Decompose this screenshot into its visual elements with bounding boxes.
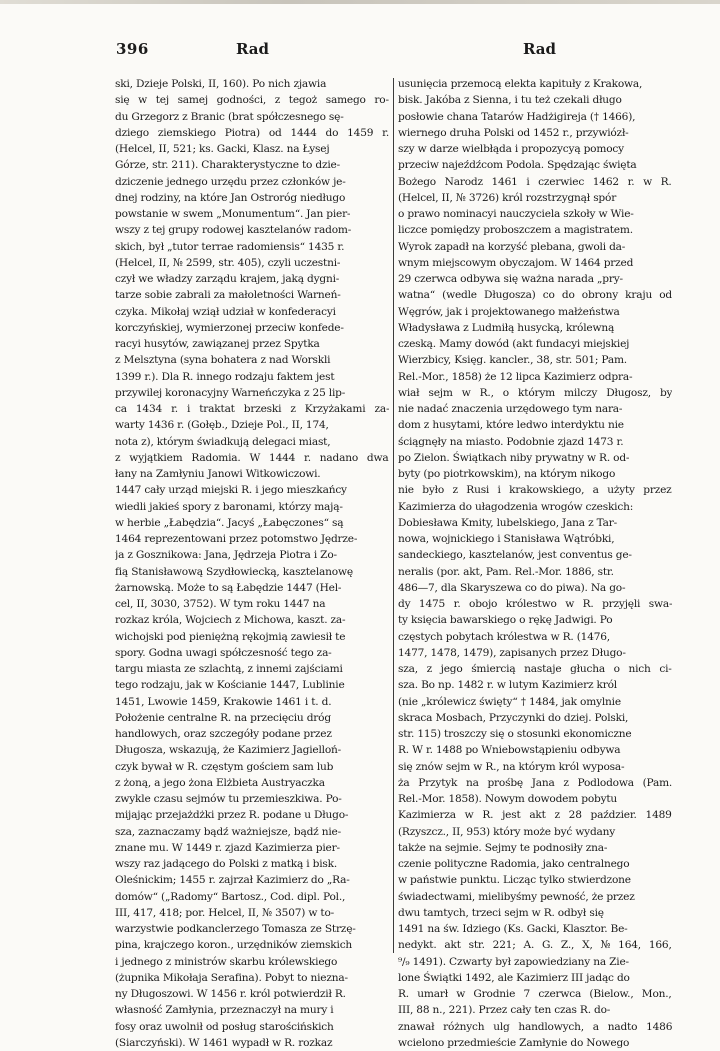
text-line: wiedli jakieś spory z baronami, którzy mają- xyxy=(115,500,343,513)
text-line: nie było z Rusi i krakowskiego, a użyty przez xyxy=(398,484,672,497)
text-line: także na sejmie. Sejmy te podnosiły zna- xyxy=(398,841,608,854)
text-line: domów“ („Radomy“ Bartosz., Cod. dipl. Pol., xyxy=(115,890,346,903)
text-line: się w tej samej godności, z tegoż samego ro- xyxy=(115,94,389,107)
text-line: tarze sobie zabrali za małoletności Warneń- xyxy=(115,289,341,302)
text-line: dziczenie jednego urzędu przez członków je- xyxy=(115,175,346,188)
text-line: sza, zaznaczamy bądź ważniejsze, bądź nie- xyxy=(115,825,341,838)
text-line: bisk. Jakóba z Sienna, i tu też czekali długo xyxy=(398,94,622,107)
running-head-left: Rad xyxy=(236,40,270,58)
text-line: pina, krajczego koron., urzędników ziemskich xyxy=(115,939,353,952)
text-line: III, 88 n., 221). Przez cały ten czas R. do- xyxy=(398,1004,611,1017)
text-line: 1399 r.). Dla R. innego rodzaju faktem jest xyxy=(115,370,335,383)
text-line: o prawo nominacyi nauczyciela szkoły w Wie- xyxy=(398,208,634,220)
text-line: Rel.-Mor., 1858) że 12 lipca Kazimierz odpra- xyxy=(398,370,633,383)
text-line: R. umarł w Grodnie 7 czerwca (Bielow., Mon., xyxy=(398,988,672,1000)
text-line: Bożego Narodz 1461 i czerwiec 1462 r. w R. xyxy=(398,175,672,188)
text-line: czyka. Mikołaj wziął udział w konfederacyi xyxy=(115,305,336,318)
text-line: 1491 na św. Idziego (Ks. Gacki, Klasztor. Be- xyxy=(398,923,628,935)
text-line: du Grzegorz z Branic (brat spółczesnego sę- xyxy=(115,110,344,123)
text-line: fią Stanisławową Szydłowiecką, kasztelanowę xyxy=(115,565,353,578)
text-line: Kazimierza do ułagodzenia wrogów czeskich: xyxy=(398,500,634,513)
text-line: wszy z tej grupy rodowej kasztelanów radom- xyxy=(115,224,352,237)
text-line: wiernego druha Polski od 1452 r., przywiózł- xyxy=(398,126,629,139)
top-rule xyxy=(0,0,720,4)
text-line: (Rzyszcz., II, 953) który może być wydany xyxy=(398,825,616,838)
text-line: dwu tamtych, trzeci sejm w R. odbył się xyxy=(398,906,604,919)
text-line: str. 115) troszczy się o stosunki ekonomiczne xyxy=(398,728,632,740)
text-line: sza, z jego śmiercią nastaje głucha o nich ci- xyxy=(398,663,672,675)
text-line: szy w darze wielbłąda i propozycyą pomocy xyxy=(398,143,624,155)
text-line: warzystwie podkanclerzego Tomasza ze Strzę- xyxy=(115,923,356,935)
text-line: R. W r. 1488 po Wniebowstąpieniu odbywa xyxy=(398,744,621,757)
text-line: liczce pomiędzy proboszczem a magistratem. xyxy=(398,224,633,237)
left-text-column xyxy=(115,76,389,1051)
text-line: (Helcel, II, № 3726) król rozstrzygnął spór xyxy=(398,191,617,204)
text-line: targu miasta ze szlachtą, z innemi zajściami xyxy=(115,663,343,675)
text-line: handlowych, oraz szczegóły podane przez xyxy=(115,728,332,740)
text-line: z Melsztyna (syna bohatera z nad Worskli xyxy=(115,354,331,367)
text-line: po Zielon. Świątkach niby prywatny w R. od- xyxy=(398,451,630,464)
page-header xyxy=(0,40,720,64)
text-line: 1451, Lwowie 1459, Krakowie 1461 i t. d. xyxy=(115,695,332,708)
text-line: i jednego z ministrów skarbu królewskiego xyxy=(115,955,338,968)
text-line: 29 czerwca odbywa się ważna narada „pry- xyxy=(398,273,623,285)
text-line: zwykle czasu sejmów tu przemieszkiwa. Po- xyxy=(115,793,342,805)
text-line: fosy oraz uwolnił od posług starościńskich xyxy=(115,1020,334,1033)
text-line: usunięcia przemocą elekta kapituły z Krakowa, xyxy=(398,78,643,90)
text-line: dy 1475 r. obojo królestwo w R. przyjęli swa- xyxy=(398,598,672,610)
text-line: Władysława z Ludmiłą husycką, królewną xyxy=(398,321,615,334)
text-line: dnej rodziny, na które Jan Ostroróg niedługo xyxy=(115,191,346,204)
text-line: skich, był „tutor terrae radomiensis“ 1435 r. xyxy=(115,240,345,253)
text-line: ja z Gosznikowa: Jana, Jędrzeja Piotra i Zo- xyxy=(115,549,337,562)
text-line: ściągnęły na miasto. Podobnie zjazd 1473 r. xyxy=(398,435,624,448)
text-line: Dobiesława Kmity, lubelskiego, Jana z Tar- xyxy=(398,516,618,529)
text-line: Kazimierza w R. jest akt z 28 paździer. 1489 xyxy=(398,809,672,822)
text-line: korczyńskiej, wymierzonej przeciw konfede- xyxy=(115,321,344,334)
text-line: warty 1436 r. (Gołęb., Dzieje Pol., II, 174, xyxy=(115,419,329,432)
text-line: znane mu. W 1449 r. zjazd Kazimierza pier- xyxy=(115,841,340,854)
text-line: łany na Zamłyniu Janowi Witkowiczowi. xyxy=(115,468,321,480)
text-line: nota z), którym świadkują delegaci miast, xyxy=(115,435,331,448)
text-line: w herbie „Łabędzia“. Jacyś „Łabęczones“ są xyxy=(115,516,344,529)
text-line: wcielono przedmieście Zamłynie do Nowego xyxy=(398,1036,630,1049)
text-line: (nie „królewicz święty“ † 1484, jak omylnie xyxy=(398,695,621,708)
text-line: z wyjątkiem Radomia. W 1444 r. nadano dwa xyxy=(115,451,389,464)
text-line: spory. Godna uwagi spółczesność tego za- xyxy=(115,646,332,659)
text-line: wnym miejscowym obyczajom. W 1464 przed xyxy=(398,256,634,269)
text-line: (Helcel, II, 521; ks. Gacki, Klasz. na Łysej xyxy=(115,143,330,155)
text-line: wiał sejm w R., o którym milczy Długosz, by xyxy=(398,386,672,399)
text-line: Rel.-Mor. 1858). Nowym dowodem pobytu xyxy=(398,793,618,805)
text-line: rozkaz króla, Wojciech z Michowa, kaszt. za- xyxy=(115,614,346,627)
text-line: tego rodzaju, jak w Kościanie 1447, Lublinie xyxy=(115,679,345,692)
text-line: Węgrów, jak i projektowanego małżeństwa xyxy=(398,305,620,318)
text-line: 486—7, dla Skaryszewa co do piwa). Na go- xyxy=(398,581,626,594)
text-line: z żoną, a jego żona Elżbieta Austryaczka xyxy=(115,776,325,789)
page-number: 396 xyxy=(116,40,149,58)
text-line: Położenie centralne R. na przecięciu dróg xyxy=(115,711,331,724)
text-line: przeciw najeźdźcom Podola. Spędzając święta xyxy=(398,159,637,172)
running-head-right: Rad xyxy=(523,40,557,58)
text-line: ny Długoszowi. W 1456 r. król potwierdził R. xyxy=(115,988,346,1000)
right-text-column xyxy=(398,76,672,1051)
text-line: ski, Dzieje Polski, II, 160). Po nich zjawia xyxy=(115,78,327,90)
text-line: Górze, str. 211). Charakterystyczne to dzie- xyxy=(115,159,340,172)
text-line: lone Świątki 1492, ale Kazimierz III jadąc do xyxy=(398,971,630,984)
text-line: racyi husytów, zawiązanej przez Spytka xyxy=(115,338,320,350)
text-line: Długosza, wskazują, że Kazimierz Jagielloń- xyxy=(115,744,342,757)
text-line: Wierzbicy, Księg. kancler., 38, str. 501; Pam. xyxy=(398,354,627,367)
text-line: przywilej koronacyjny Warneńczyka z 25 lip- xyxy=(115,386,346,399)
text-line: ża Przytyk na prośbę Jana z Podlodowa (Pam. xyxy=(398,776,672,789)
text-line: (Siarczyński). W 1461 wypadł w R. rozkaz xyxy=(115,1036,333,1049)
text-line: Wyrok zapadł na korzyść plebana, gwoli da- xyxy=(398,240,626,253)
text-line: (żupnika Mikołaja Serafina). Pobyt to niezna- xyxy=(115,971,348,984)
text-line: własność Zamłynia, przeznaczył na mury i xyxy=(115,1004,334,1017)
text-line: 1447 cały urząd miejski R. i jego mieszkańcy xyxy=(115,484,347,497)
text-line: czeską. Mamy dowód (akt fundacyi miejskiej xyxy=(398,338,630,350)
text-line: watna“ (wedle Długosza) co do obrony kraju od xyxy=(398,289,672,302)
text-line: wichojski pod pieniężną rękojmią zawiesił te xyxy=(115,630,346,643)
text-line: cel, II, 3030, 3752). W tym roku 1447 na xyxy=(115,598,326,610)
text-line: nie nadać znaczenia urzędowego tym nara- xyxy=(398,403,623,415)
text-line: posłowie chana Tatarów Hadżigireja († 1466), xyxy=(398,110,636,123)
text-line: skraca Mosbach, Przyczynki do dziej. Polski, xyxy=(398,711,629,724)
text-line: wszy raz jadącego do Polski z matką i bisk. xyxy=(115,858,338,870)
text-line: III, 417, 418; por. Helcel, II, № 3507) w to- xyxy=(115,906,335,919)
text-line: czenie polityczne Radomia, jako centralnego xyxy=(398,858,630,870)
text-line: Oleśnickim; 1455 r. zajrzał Kazimierz do „Ra- xyxy=(115,874,350,887)
text-line: powstanie w swem „Monumentum“. Jan pier- xyxy=(115,208,351,220)
text-line: czył we władzy zarządu krajem, jaką dygni- xyxy=(115,273,340,285)
text-line: ty księcia bawarskiego o rękę Jadwigi. Po xyxy=(398,614,613,627)
text-line: ⁹/₉ 1491). Czwarty był zapowiedziany na Zie- xyxy=(398,955,629,968)
text-line: nowa, wojnickiego i Stanisława Wątróbki, xyxy=(398,533,615,545)
text-line: 1464 reprezentowani przez potomstwo Jędrze- xyxy=(115,533,358,545)
text-line: nedykt. akt str. 221; A. G. Z., X, № 164, 166, xyxy=(398,939,672,952)
text-line: w państwie punktu. Licząc tylko stwierdzone xyxy=(398,874,631,887)
text-line: czyk bywał w R. częstym gościem sam lub xyxy=(115,760,334,773)
text-line: neralis (por. akt, Pam. Rel.-Mor. 1886, str. xyxy=(398,565,614,578)
text-line: byty (po piotrkowskim), na którym nikogo xyxy=(398,468,616,480)
text-line: znawał różnych ulg handlowych, a nadto 1486 xyxy=(398,1020,672,1033)
text-line: (Helcel, II, № 2599, str. 405), czyli uczestni- xyxy=(115,256,341,269)
text-line: mijając przejażdżki przez R. podane u Długo- xyxy=(115,809,349,822)
text-line: dom z husytami, które ledwo interdyktu nie xyxy=(398,419,624,432)
text-line: ca 1434 r. i traktat brzeski z Krzyżakami za- xyxy=(115,403,389,415)
text-line: sza. Bo np. 1482 r. w lutym Kazimierz król xyxy=(398,679,617,692)
text-line: sandeckiego, kasztelanów, jest conventus ge- xyxy=(398,549,632,562)
column-divider xyxy=(393,78,394,953)
text-line: żarnowską. Może to są Łabędzie 1447 (Hel- xyxy=(115,581,342,594)
text-line: dziego ziemskiego Piotra) od 1444 do 1459 r. xyxy=(115,126,389,139)
text-line: częstych pobytach królestwa w R. (1476, xyxy=(398,630,610,643)
text-line: świadectwami, mielibyśmy pewność, że przez xyxy=(398,890,635,903)
text-line: 1477, 1478, 1479), zapisanych przez Długo- xyxy=(398,646,626,659)
text-line: się znów sejm w R., na którym król wyposa- xyxy=(398,760,625,773)
